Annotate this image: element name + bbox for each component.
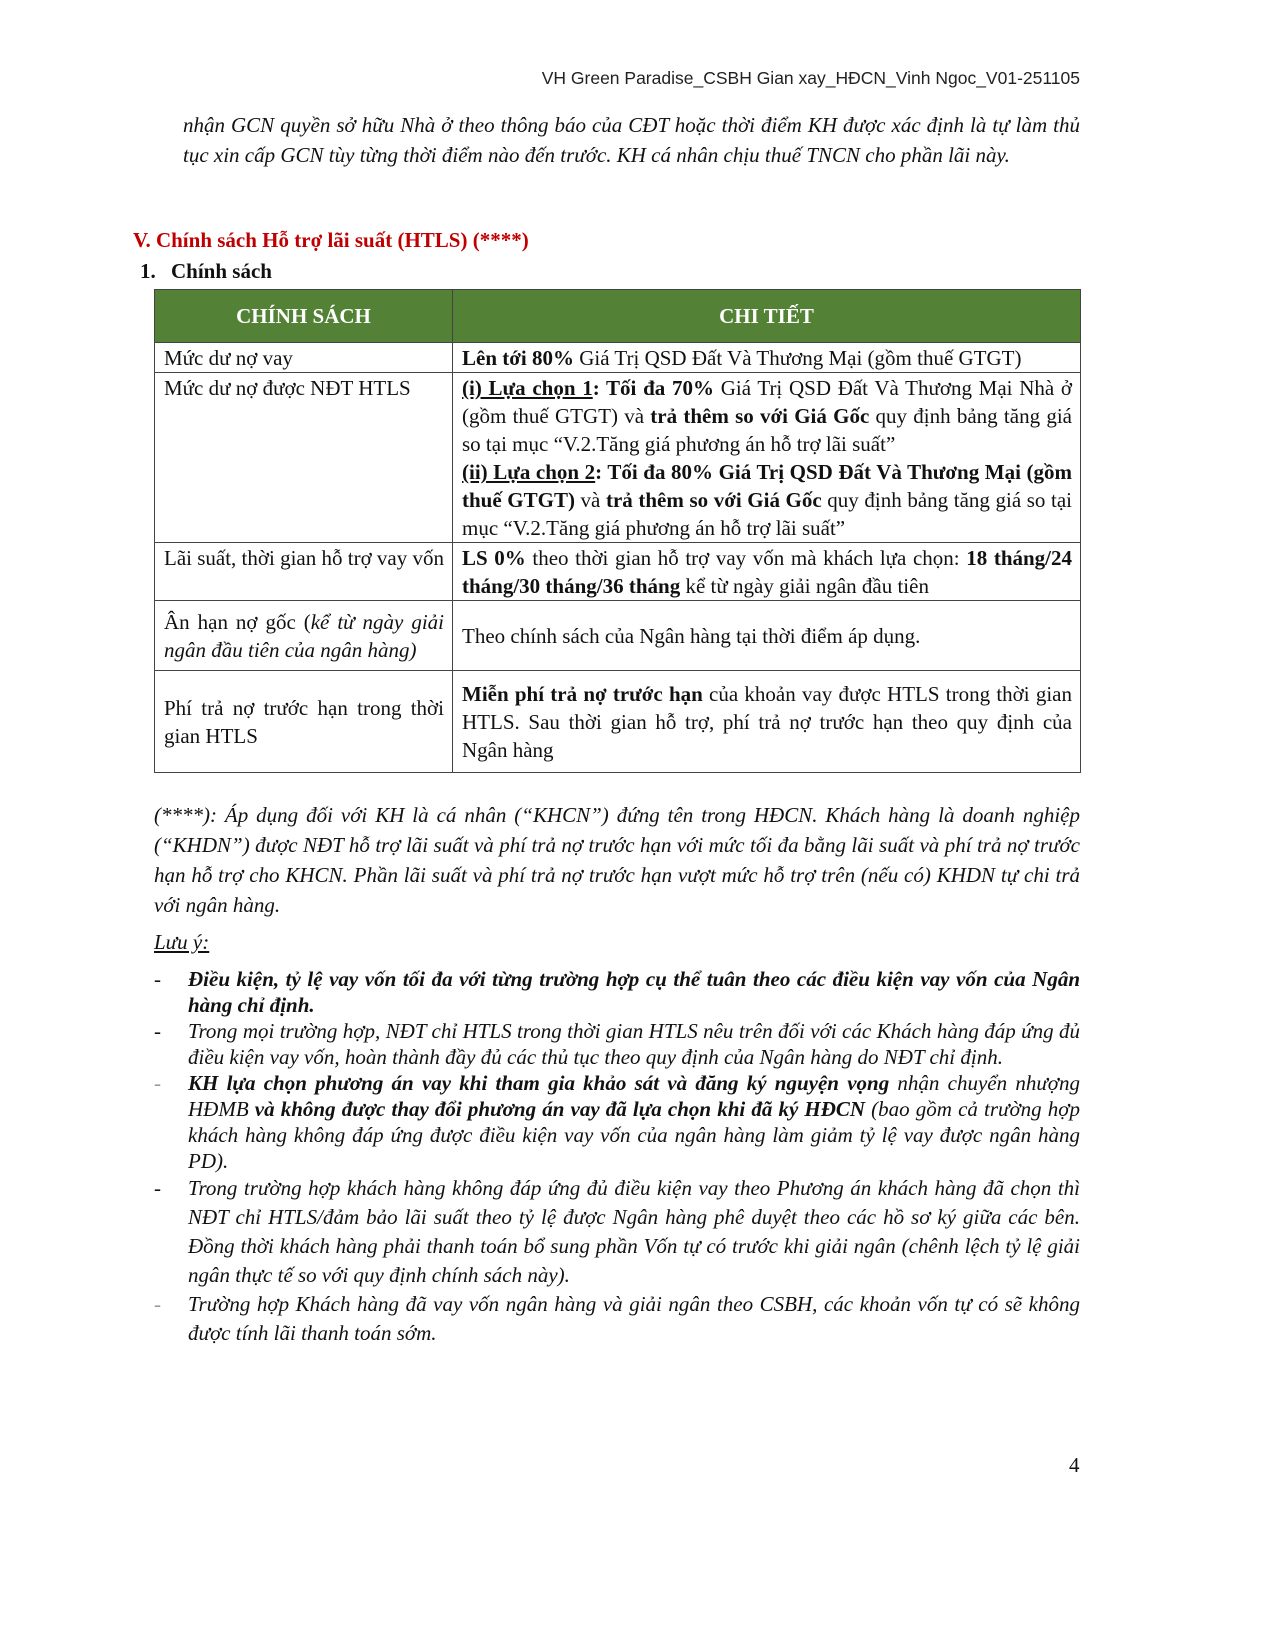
text-run: nhận chuyển nhượng HĐMB [188,1071,1080,1121]
text-run: Giá Trị QSD Đất Và Thương Mại Nhà ở (gồm thuế GTGT) và [462,376,1073,428]
text-run: KH lựa chọn phương án vay khi tham gia khảo sát và đăng ký nguyện vọng [188,1071,890,1095]
text-run: Trong trường hợp khách hàng không đáp ứng đủ điều kiện vay theo Phương án khách hàng đã chọn thì NĐT chỉ HTLS/đảm bảo lãi suất theo tỷ lệ được Ngân hàng phê duyệt theo các hồ sơ ký giữa các bên. Đồng thời khách hàng phải thanh toán bổ sung phần Vốn tự có trước khi giải ngân (chênh lệch tỷ lệ giải ngân thực tế so với quy định chính sách này). [188,1176,1080,1287]
text-run: Ân hạn nợ gốc ( [164,610,311,634]
text-run: quy định bảng tăng giá so tại mục “V.2.Tăng giá phương án hỗ trợ lãi suất” [462,404,1072,456]
detail-cell [453,543,1081,601]
section-title: V. Chính sách Hỗ trợ lãi suất (HTLS) (****) [133,228,529,252]
text-run: Điều kiện, tỷ lệ vay vốn tối đa với từng trường hợp cụ thể tuân theo các điều kiện vay vốn của Ngân hàng chỉ định. [188,967,1080,1017]
note-item [154,1290,1080,1348]
text-run: Trong mọi trường hợp, NĐT chỉ HTLS trong thời gian HTLS nêu trên đối với các Khách hàng đáp ứng đủ điều kiện vay vốn, hoàn thành đầy đủ các thủ tục theo quy định của Ngân hàng do NĐT chỉ định. [188,1019,1080,1069]
note-item [154,1174,1080,1290]
text-run: Mức dư nợ vay [164,346,293,370]
text-run: theo thời gian hỗ trợ vay vốn mà khách lựa chọn: [525,546,967,570]
detail-cell [453,601,1081,671]
footnote: (****): Áp dụng đối với KH là cá nhân (“KHCN”) đứng tên trong HĐCN. Khách hàng là doanh nghiệp (“KHDN”) được NĐT hỗ trợ lãi suất và phí trả nợ trước hạn với mức tối đa bằng lãi suất và phí trả nợ trước hạn hỗ trợ cho KHCN. Phần lãi suất và phí trả nợ trước hạn vượt mức hỗ trợ trên (nếu có) KHDN tự chi trả với ngân hàng. [154,803,1080,917]
text-run: và [574,488,606,512]
detail-cell [453,373,1081,543]
note-item [154,1018,1080,1070]
bullet-dash: - [154,1176,161,1200]
subsection-label: Chính sách [171,259,272,283]
document-header: VH Green Paradise_CSBH Gian xay_HĐCN_Vinh Ngoc_V01-251105 [541,68,1080,88]
page-number: 4 [1069,1453,1080,1477]
column-header-detail: CHI TIẾT [453,290,1081,343]
text-run: : Tối đa 70% [592,376,714,400]
text-run: Lãi suất, thời gian hỗ trợ vay vốn [164,546,444,570]
text-run: và không được thay đổi phương án vay đã lựa chọn khi đã ký HĐCN [254,1097,866,1121]
bullet-dash: - [154,1292,161,1316]
column-header-policy: CHÍNH SÁCH [155,290,453,343]
text-run: kể từ ngày giải ngân đầu tiên của ngân hàng) [164,610,444,662]
intro-paragraph: nhận GCN quyền sở hữu Nhà ở theo thông báo của CĐT hoặc thời điểm KH được xác định là tự làm thủ tục xin cấp GCN tùy từng thời điểm nào đến trước. KH cá nhân chịu thuế TNCN cho phần lãi này. [183,113,1080,167]
text-run: Giá Trị QSD Đất Và Thương Mại (gồm thuế GTGT) [573,346,1022,370]
detail-cell [453,671,1081,773]
text-run: Trường hợp Khách hàng đã vay vốn ngân hàng và giải ngân theo CSBH, các khoản vốn tự có sẽ không được tính lãi thanh toán sớm. [188,1292,1080,1345]
table-row [155,373,1081,543]
text-run: 18 tháng/24 tháng/30 tháng/36 tháng [462,546,1073,598]
subsection-number: 1. [140,259,156,283]
policy-cell [155,671,453,773]
text-run: trả thêm so với Giá Gốc [650,404,870,428]
text-run: (i) Lựa chọn 1 [462,376,593,400]
policy-cell [155,601,453,671]
text-run: kể từ ngày giải ngân đầu tiên [680,574,929,598]
table-row [155,543,1081,601]
text-run: của khoản vay được HTLS trong thời gian HTLS. Sau thời gian hỗ trợ, phí trả nợ trước hạn theo quy định của Ngân hàng [462,682,1072,762]
notes-label: Lưu ý: [154,930,210,954]
policy-table [154,289,1081,773]
note-item [154,1070,1080,1174]
table-row [155,343,1081,373]
text-run: Theo chính sách của Ngân hàng tại thời điểm áp dụng. [462,624,921,648]
text-run: LS 0% [462,546,526,570]
subsection-title [140,259,272,284]
bullet-dash: - [154,1071,161,1095]
text-run: quy định bảng tăng giá so tại mục “V.2.Tăng giá phương án hỗ trợ lãi suất” [462,488,1072,540]
text-run: : Tối đa 80% Giá Trị QSD Đất Và Thương Mại (gồm thuế GTGT) [462,460,1072,512]
notes-list [154,966,1080,1348]
note-item [154,966,1080,1018]
policy-cell [155,373,453,543]
policy-cell [155,543,453,601]
text-run: (ii) Lựa chọn 2 [462,460,596,484]
detail-cell [453,343,1081,373]
bullet-dash: - [154,1019,161,1043]
text-run: Miễn phí trả nợ trước hạn [462,682,703,706]
bullet-dash: - [154,967,161,991]
text-run: (bao gồm cả trường hợp khách hàng không đáp ứng được điều kiện vay vốn của ngân hàng làm giảm tỷ lệ vay được ngân hàng PD). [188,1097,1080,1173]
table-row [155,601,1081,671]
text-run: trả thêm so với Giá Gốc [605,488,822,512]
policy-cell [155,343,453,373]
text-run: Lên tới 80% [462,346,574,370]
table-row [155,671,1081,773]
text-run: Phí trả nợ trước hạn trong thời gian HTLS [164,696,444,748]
text-run: Mức dư nợ được NĐT HTLS [164,376,411,400]
